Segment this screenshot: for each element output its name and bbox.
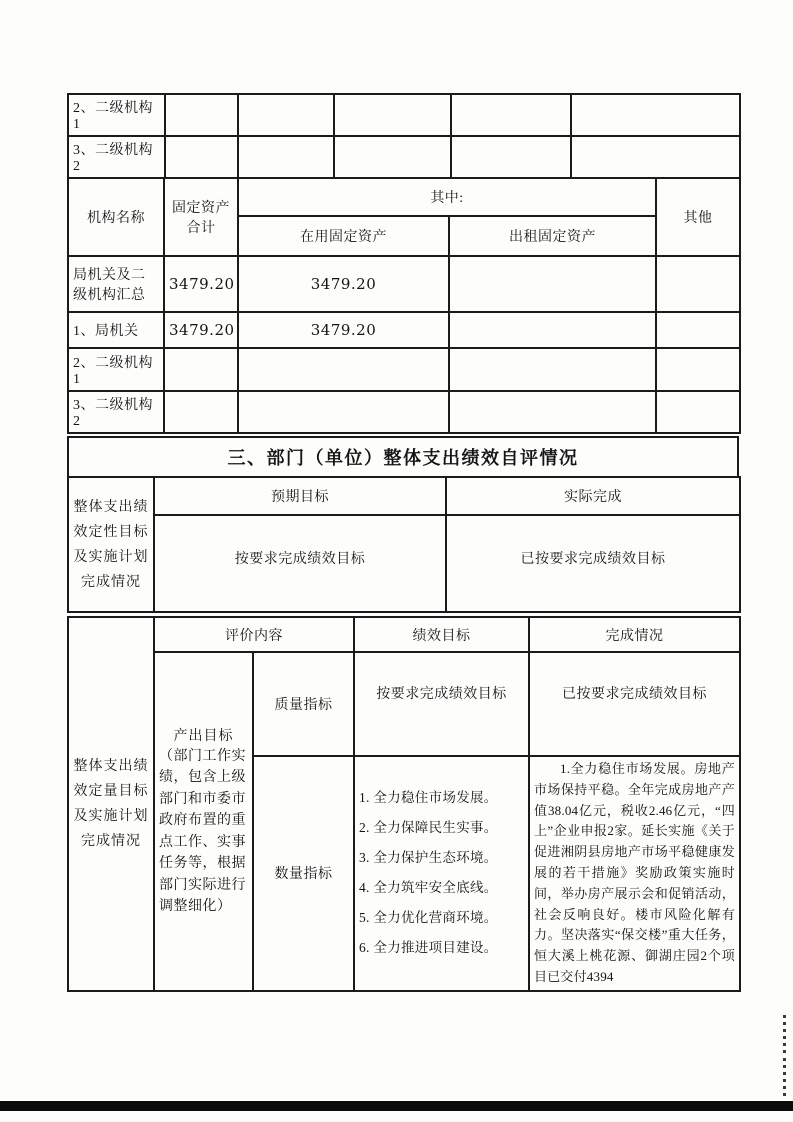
quantity-completion-cell [529, 756, 740, 991]
fixed-assets-table [67, 177, 741, 434]
qualitative-goals-table [67, 476, 741, 613]
quantity-target-item: 2. 全力保障民生实事。 [359, 820, 498, 836]
empty-cell [165, 136, 238, 178]
in-use-value [238, 391, 449, 433]
qualitative-row-label [68, 477, 154, 612]
rented-out-value [449, 348, 656, 391]
output-goal-title: 产出目标 [173, 728, 234, 744]
empty-cell [451, 94, 571, 136]
table-row [68, 652, 740, 756]
table-row [68, 136, 740, 178]
empty-cell [334, 94, 451, 136]
org-name-header: 机构名称 [68, 178, 164, 256]
total-value [164, 348, 238, 391]
rented-out-value [449, 256, 656, 312]
rented-out-value [449, 312, 656, 348]
expected-goal-value: 按要求完成绩效目标 [154, 515, 446, 612]
scan-artifact [783, 1015, 786, 1053]
quantity-target-item: 5. 全力优化营商环境。 [359, 910, 498, 926]
row-label: 2、二级机构1 [68, 94, 165, 136]
row-label: 1、局机关 [68, 312, 164, 348]
quantity-indicator-label: 数量指标 [253, 756, 354, 991]
quantitative-row-label-text: 整体支出绩效定量目标及实施计划完成情况 [73, 758, 149, 849]
row-label: 3、二级机构2 [68, 391, 164, 433]
expected-goal-header: 预期目标 [154, 477, 446, 515]
other-value [656, 391, 740, 433]
quantity-targets-list [354, 756, 529, 991]
qualitative-row-label-text: 整体支出绩效定性目标及实施计划完成情况 [73, 499, 149, 590]
table-row [68, 94, 740, 136]
rented-out-header: 出租固定资产 [449, 216, 656, 256]
row-label: 3、二级机构2 [68, 136, 165, 178]
table-row [68, 391, 740, 433]
section-title: 三、部门（单位）整体支出绩效自评情况 [67, 436, 739, 478]
total-value: 3479.20 [164, 256, 238, 312]
table-row [68, 256, 740, 312]
actual-completion-value: 已按要求完成绩效目标 [446, 515, 740, 612]
in-use-value: 3479.20 [238, 312, 449, 348]
quality-completion-value: 已按要求完成绩效目标 [529, 652, 740, 756]
quantity-target-item: 1. 全力稳住市场发展。 [359, 790, 498, 806]
in-use-value: 3479.20 [238, 256, 449, 312]
table-row [68, 312, 740, 348]
quantitative-goals-table [67, 616, 741, 992]
total-value: 3479.20 [164, 312, 238, 348]
performance-target-header: 绩效目标 [354, 617, 529, 652]
evaluation-content-header: 评价内容 [154, 617, 354, 652]
quantity-completion-text: 1.全力稳住市场发展。房地产市场保持平稳。全年完成房地产产值38.04亿元，税收2.46亿元，“四上”企业申报2家。延长实施《关于促进湘阴县房地产市场平稳健康发展的若干措施》奖励政策实施时间，举办房产展示会和促销活动，社会反响良好。楼市风险化解有力。坚决落实“保交楼”重大任务，恒大溪上桃花源、御湖庄园2个项目已交付4394 [534, 761, 735, 984]
other-header: 其他 [656, 178, 740, 256]
other-value [656, 348, 740, 391]
completion-status-header: 完成情况 [529, 617, 740, 652]
quantitative-row-label [68, 617, 154, 991]
header-row [68, 477, 740, 515]
quantity-target-item: 4. 全力筑牢安全底线。 [359, 880, 498, 896]
total-header: 固定资产合计 [164, 178, 238, 256]
empty-cell [571, 136, 740, 178]
of-which-header: 其中: [238, 178, 656, 216]
empty-cell [451, 136, 571, 178]
table-row [68, 348, 740, 391]
quality-target-value: 按要求完成绩效目标 [354, 652, 529, 756]
other-value [656, 256, 740, 312]
empty-cell [165, 94, 238, 136]
header-row [68, 178, 740, 216]
quantity-target-item: 3. 全力保护生态环境。 [359, 850, 498, 866]
empty-cell [238, 136, 334, 178]
empty-cell [571, 94, 740, 136]
empty-cell [238, 94, 334, 136]
quality-indicator-label: 质量指标 [253, 652, 354, 756]
table-row [68, 515, 740, 612]
in-use-header: 在用固定资产 [238, 216, 449, 256]
row-label: 2、二级机构1 [68, 348, 164, 391]
row-label: 局机关及二级机构汇总 [68, 256, 164, 312]
continued-asset-table [67, 93, 741, 179]
rented-out-value [449, 391, 656, 433]
empty-cell [334, 136, 451, 178]
header-row [68, 617, 740, 652]
quantity-target-item: 6. 全力推进项目建设。 [359, 940, 498, 956]
actual-completion-header: 实际完成 [446, 477, 740, 515]
total-value [164, 391, 238, 433]
other-value [656, 312, 740, 348]
output-goal-cell [154, 652, 253, 991]
scan-artifact [783, 1058, 786, 1098]
output-goal-note: （部门工作实绩，包含上级部门和市委市政府布置的重点工作、实事任务等，根据部门实际进行调整细化） [159, 748, 246, 915]
scan-bottom-edge [0, 1101, 793, 1111]
in-use-value [238, 348, 449, 391]
